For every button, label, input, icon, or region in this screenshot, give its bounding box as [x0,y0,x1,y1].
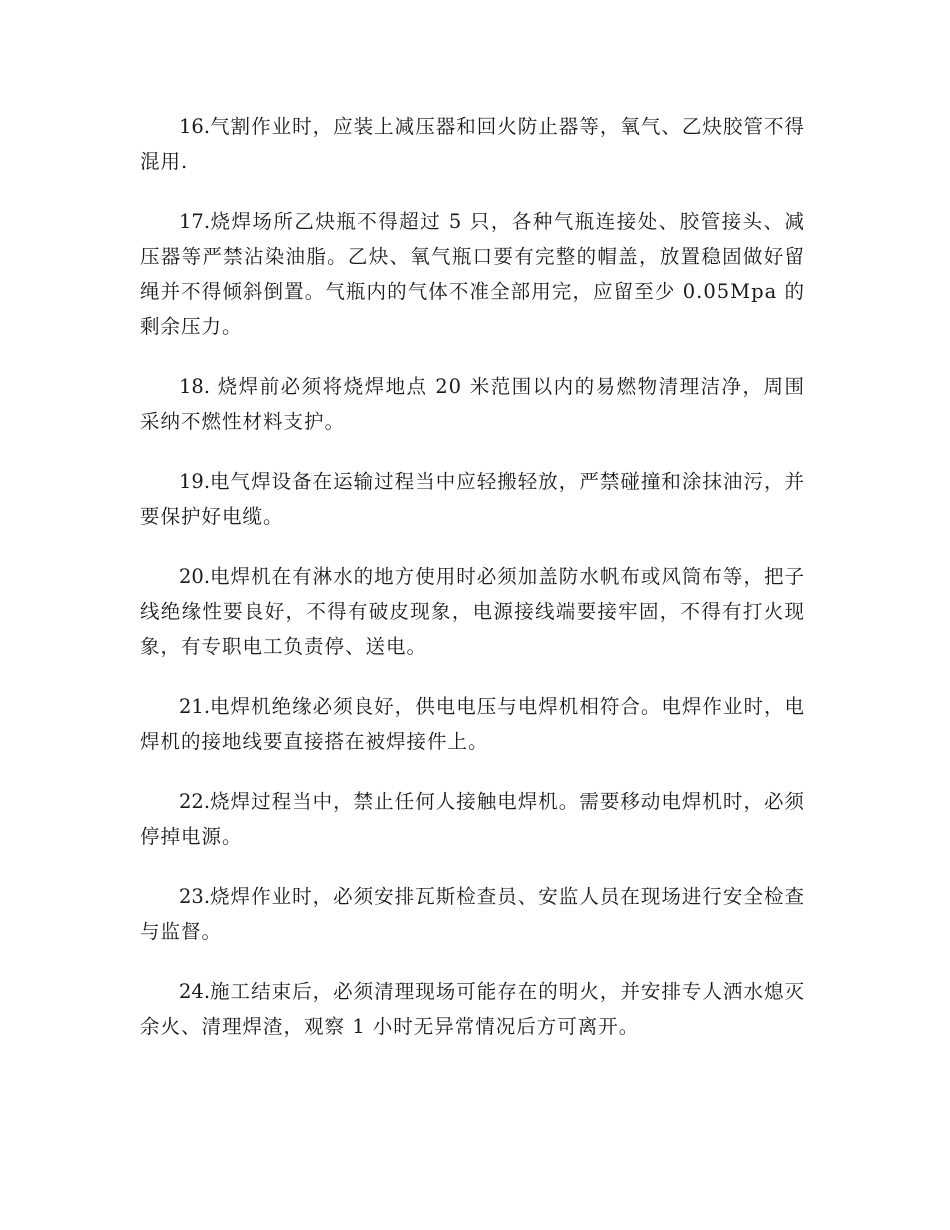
paragraph-number: 20. [179,565,211,588]
paragraph-number: 17. [179,210,211,233]
paragraph-text: 电焊机在有淋水的地方使用时必须加盖防水帆布或风筒布等，把子线绝缘性要良好，不得有破皮现象，电源接线端要接牢固，不得有打火现象，有专职电工负责停、送电。 [140,565,805,658]
paragraph-number: 18. [179,375,211,398]
paragraph-text: 气割作业时，应装上减压器和回火防止器等，氧气、乙炔胶管不得混用. [140,115,805,173]
paragraph-number: 24. [179,980,211,1003]
paragraph-number: 22. [179,790,211,813]
paragraph-21 [140,689,805,759]
paragraph-text: 施工结束后，必须清理现场可能存在的明火，并安排专人洒水熄灭余火、清理焊渣，观察 1 小时无异常情况后方可离开。 [140,980,805,1038]
paragraph-text: 烧焊过程当中，禁止任何人接触电焊机。需要移动电焊机时，必须停掉电源。 [140,790,805,848]
paragraph-16 [140,109,805,179]
paragraph-20 [140,559,805,664]
paragraph-23 [140,879,805,949]
paragraph-text: 电焊机绝缘必须良好，供电电压与电焊机相符合。电焊作业时，电焊机的接地线要直接搭在被焊接件上。 [140,695,805,753]
paragraph-17 [140,204,805,344]
document-body [140,109,805,1069]
paragraph-number: 21. [179,695,211,718]
paragraph-text: 烧焊作业时，必须安排瓦斯检查员、安监人员在现场进行安全检查与监督。 [140,885,805,943]
paragraph-number: 19. [179,470,211,493]
paragraph-number: 16. [179,115,211,138]
paragraph-number: 23. [179,885,211,908]
paragraph-22 [140,784,805,854]
paragraph-text: 烧焊前必须将烧焊地点 20 米范围以内的易燃物清理洁净，周围采纳不燃性材料支护。 [140,375,805,433]
paragraph-text: 电气焊设备在运输过程当中应轻搬轻放，严禁碰撞和涂抹油污，并要保护好电缆。 [140,470,805,528]
paragraph-19 [140,464,805,534]
paragraph-text: 烧焊场所乙炔瓶不得超过 5 只，各种气瓶连接处、胶管接头、减压器等严禁沾染油脂。乙炔、氧气瓶口要有完整的帽盖，放置稳固做好留绳并不得倾斜倒置。气瓶内的气体不准全部用完，应留至少 0.05Mpa 的剩余压力。 [140,210,805,338]
paragraph-24 [140,974,805,1044]
paragraph-18 [140,369,805,439]
